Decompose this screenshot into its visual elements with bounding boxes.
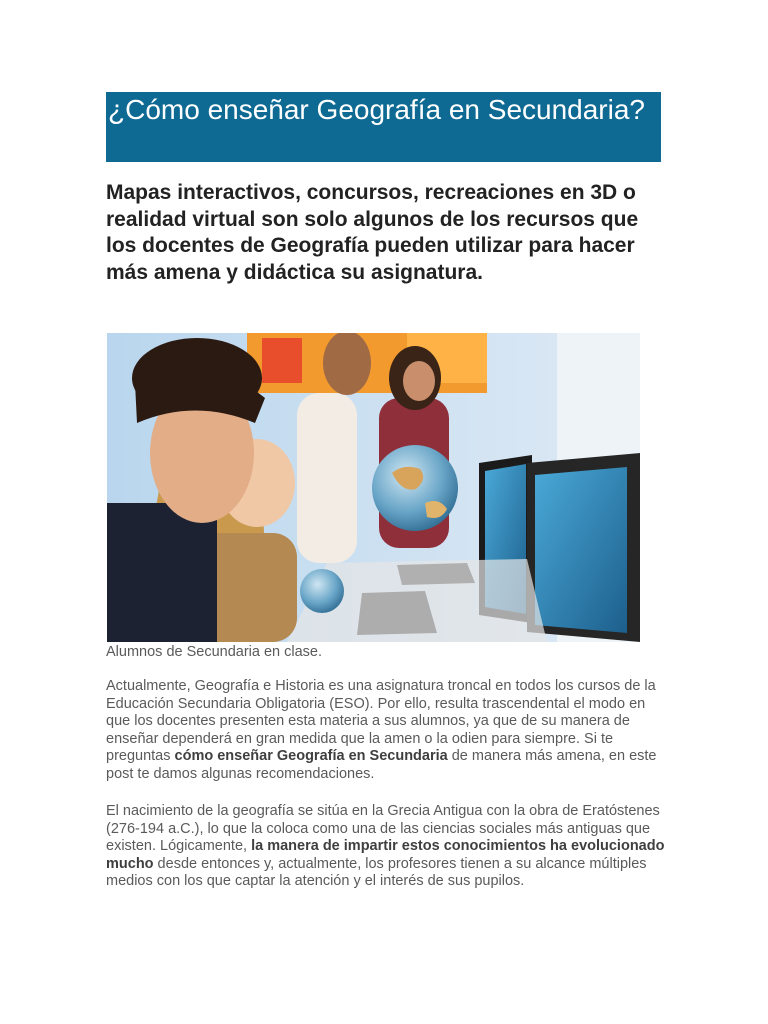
page-title: ¿Cómo enseñar Geografía en Secundaria?: [108, 94, 645, 125]
title-banner: [106, 92, 661, 162]
paragraph-1-text-a: Actualmente, Geografía e Historia es una asignatura troncal en todos los cursos de la Educación Secundaria Obligatoria (ESO). Por ello, resulta trascendental el modo en que los docentes presenten esta materia a sus alumnos, ya que de su manera de enseñar dependerá en gran medida que la amen o la odien para siempre. Si te preguntas: [106, 678, 656, 764]
paragraph-1-text-b: de manera más amena, en este post te damos algunas recomendaciones.: [106, 748, 657, 782]
body-paragraph-1: [106, 678, 666, 783]
image-caption: Alumnos de Secundaria en clase.: [106, 644, 323, 660]
classroom-photo: [107, 333, 640, 642]
body-paragraph-2: [106, 803, 666, 891]
paragraph-2-text-a: El nacimiento de la geografía se sitúa en la Grecia Antigua con la obra de Eratóstenes (276-194 a.C.), lo que la coloca como una de las ciencias sociales más antiguas que existen. Lógicamente,: [106, 803, 660, 854]
lead-paragraph: Mapas interactivos, concursos, recreaciones en 3D o realidad virtual son solo algunos de los recursos que los docentes de Geografía pueden utilizar para hacer más amena y didáctica su asignatura.: [106, 181, 639, 284]
paragraph-2-text-b: desde entonces y, actualmente, los profesores tienen a su alcance múltiples medios con los que captar la atención y el interés de sus pupilos.: [106, 855, 647, 889]
paragraph-2-bold: la manera de impartir estos conocimientos ha evolucionado mucho: [106, 838, 665, 872]
paragraph-1-bold: cómo enseñar Geografía en Secundaria: [174, 748, 448, 764]
